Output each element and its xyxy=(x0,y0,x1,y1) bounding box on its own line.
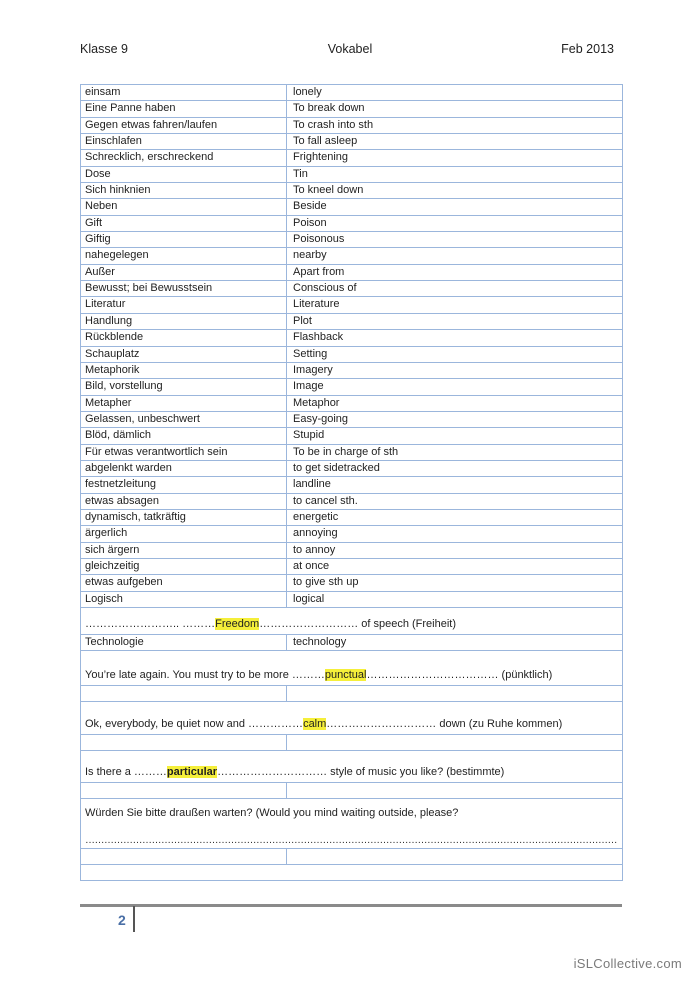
table-row xyxy=(81,183,622,199)
german-word: Logisch xyxy=(81,592,287,607)
english-word: at once xyxy=(293,559,330,572)
sentence-punctual-pre: You’re late again. You must try to be more ……… xyxy=(85,669,325,682)
english-word: Apart from xyxy=(293,265,345,278)
table-row xyxy=(81,396,622,412)
sentence-particular-pre: Is there a ……… xyxy=(85,766,167,779)
english-word: lonely xyxy=(293,86,322,98)
english-word: Image xyxy=(293,380,324,393)
sentence-row-particular xyxy=(81,751,622,783)
german-word: Dose xyxy=(81,167,287,182)
german-word: etwas absagen xyxy=(81,494,287,509)
blank-row xyxy=(81,783,622,799)
page-number-bar xyxy=(133,906,135,932)
answer-punctual: punctual xyxy=(324,669,367,682)
english-word: technology xyxy=(293,636,347,648)
english-word: To be in charge of sth xyxy=(293,445,399,458)
blank-row xyxy=(81,849,622,865)
table-row xyxy=(81,199,622,215)
vocab-table xyxy=(80,84,623,881)
header-date: Feb 2013 xyxy=(561,42,614,56)
site-watermark: iSLCollective.com xyxy=(573,956,682,971)
english-word: To break down xyxy=(293,102,365,115)
table-row xyxy=(81,101,622,117)
page-number: 2 xyxy=(118,912,126,928)
sentence-row-punctual xyxy=(81,651,622,686)
english-word: Metaphor xyxy=(293,396,340,409)
table-row xyxy=(81,347,622,363)
table-row xyxy=(81,445,622,461)
table-row xyxy=(81,363,622,379)
german-word: Metapher xyxy=(81,396,287,411)
english-word: Conscious of xyxy=(293,282,357,295)
english-word: Stupid xyxy=(293,429,325,442)
blank-row xyxy=(81,735,622,751)
english-word: logical xyxy=(293,592,325,605)
blank-row xyxy=(81,865,622,881)
english-word: Easy-going xyxy=(293,412,349,425)
table-row xyxy=(81,265,622,281)
german-word: dynamisch, tatkräftig xyxy=(81,510,287,525)
english-word: landline xyxy=(293,478,331,491)
english-word: to annoy xyxy=(293,543,336,556)
table-row xyxy=(81,575,622,591)
table-row xyxy=(81,559,622,575)
answer-calm: calm xyxy=(303,718,327,731)
header-title: Vokabel xyxy=(327,42,373,56)
english-word: to give sth up xyxy=(293,576,359,589)
german-word: Einschlafen xyxy=(81,134,287,149)
english-word: To fall asleep xyxy=(293,135,358,148)
answer-line: …………………………………………………………………………………………………………………………………………………… xyxy=(85,835,617,847)
english-word: To kneel down xyxy=(293,184,364,197)
english-word: Plot xyxy=(293,314,312,327)
german-word: abgelenkt warden xyxy=(81,461,287,476)
sentence-punctual-post: ……………………………… (pünktlich) xyxy=(366,669,553,682)
sentence-calm-post: ………………………… down (zu Ruhe kommen) xyxy=(326,718,563,731)
footer-rule xyxy=(80,904,622,907)
table-row xyxy=(81,635,622,651)
german-word: Bild, vorstellung xyxy=(81,379,287,394)
table-row xyxy=(81,150,622,166)
vocab-rows xyxy=(81,85,622,608)
sentence-freedom-post: ……………………… of speech (Freiheit) xyxy=(259,618,457,630)
german-word: Sich hinknien xyxy=(81,183,287,198)
table-row xyxy=(81,118,622,134)
table-row xyxy=(81,248,622,264)
answer-particular: particular xyxy=(166,766,218,779)
english-word: Setting xyxy=(293,347,328,360)
german-word: festnetzleitung xyxy=(81,477,287,492)
table-row xyxy=(81,592,622,608)
table-row xyxy=(81,428,622,444)
german-word: Giftig xyxy=(81,232,287,247)
sentence-waiting: Würden Sie bitte draußen warten? (Would you mind waiting outside, please? xyxy=(85,807,459,820)
german-word: Technologie xyxy=(81,635,287,650)
blank-row xyxy=(81,686,622,702)
table-row xyxy=(81,510,622,526)
german-word: Handlung xyxy=(81,314,287,329)
english-word: To crash into sth xyxy=(293,118,374,131)
english-word: energetic xyxy=(293,510,339,523)
english-word: Tin xyxy=(293,167,308,180)
sentence-freedom-pre: …………………….. ……… xyxy=(85,618,216,630)
table-row xyxy=(81,314,622,330)
german-word: sich ärgern xyxy=(81,543,287,558)
table-row xyxy=(81,526,622,542)
table-row xyxy=(81,232,622,248)
table-row xyxy=(81,461,622,477)
table-row xyxy=(81,543,622,559)
german-word: Bewusst; bei Bewusstsein xyxy=(81,281,287,296)
german-word: Schauplatz xyxy=(81,347,287,362)
table-row xyxy=(81,379,622,395)
table-row xyxy=(81,167,622,183)
german-word: Literatur xyxy=(81,297,287,312)
german-word: nahegelegen xyxy=(81,248,287,263)
english-word: annoying xyxy=(293,527,338,540)
english-word: to cancel sth. xyxy=(293,494,358,507)
english-word: Poisonous xyxy=(293,233,345,246)
english-word: Literature xyxy=(293,298,340,311)
german-word: Eine Panne haben xyxy=(81,101,287,116)
table-row xyxy=(81,281,622,297)
german-word: ärgerlich xyxy=(81,526,287,541)
table-row xyxy=(81,412,622,428)
sentence-calm-pre: Ok, everybody, be quiet now and …………… xyxy=(85,718,304,731)
table-row xyxy=(81,85,622,101)
table-row xyxy=(81,330,622,346)
german-word: Neben xyxy=(81,199,287,214)
german-word: Blöd, dämlich xyxy=(81,428,287,443)
table-row xyxy=(81,216,622,232)
german-word: Gegen etwas fahren/laufen xyxy=(81,118,287,133)
answer-freedom: Freedom xyxy=(215,618,260,630)
sentence-row-freedom xyxy=(81,608,622,635)
german-word: einsam xyxy=(81,85,287,100)
english-word: Poison xyxy=(293,216,327,229)
english-word: nearby xyxy=(293,249,327,262)
english-word: Imagery xyxy=(293,363,333,376)
german-word: Für etwas verantwortlich sein xyxy=(81,445,287,460)
table-row xyxy=(81,477,622,493)
german-word: Rückblende xyxy=(81,330,287,345)
sentence-row-waiting xyxy=(81,799,622,849)
german-word: Außer xyxy=(81,265,287,280)
german-word: Metaphorik xyxy=(81,363,287,378)
english-word: Flashback xyxy=(293,331,344,344)
german-word: Gift xyxy=(81,216,287,231)
sentence-row-calm xyxy=(81,702,622,735)
table-row xyxy=(81,494,622,510)
sentence-particular-post: ………………………… style of music you like? (bestimmte) xyxy=(217,766,505,779)
table-row xyxy=(81,297,622,313)
german-word: Gelassen, unbeschwert xyxy=(81,412,287,427)
german-word: Schrecklich, erschreckend xyxy=(81,150,287,165)
english-word: Beside xyxy=(293,200,327,213)
english-word: to get sidetracked xyxy=(293,461,380,474)
german-word: etwas aufgeben xyxy=(81,575,287,590)
english-word: Frightening xyxy=(293,151,349,164)
header-class: Klasse 9 xyxy=(80,42,128,56)
table-row xyxy=(81,134,622,150)
german-word: gleichzeitig xyxy=(81,559,287,574)
